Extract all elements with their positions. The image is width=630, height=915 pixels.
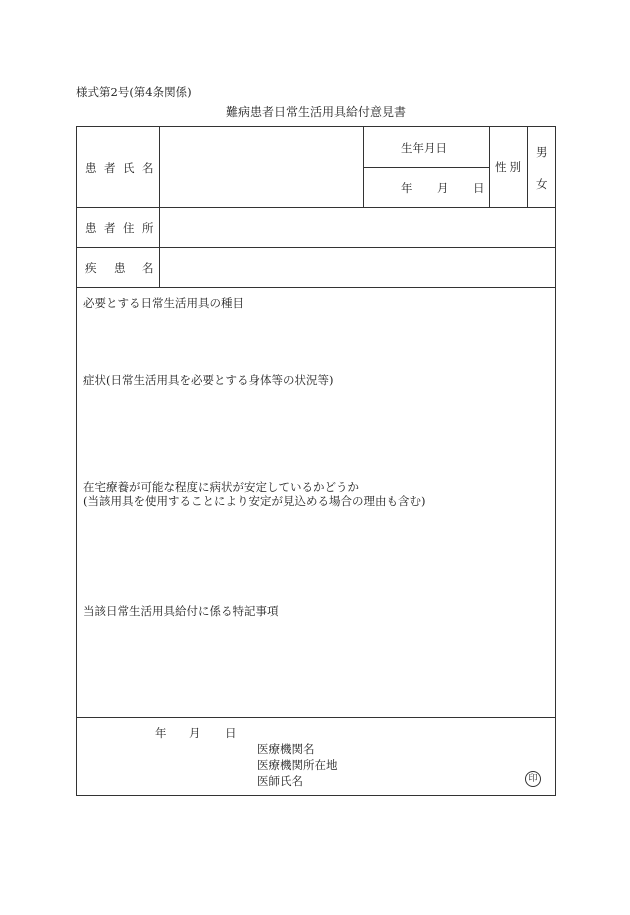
year-unit: 年: [401, 181, 413, 195]
equipment-type-heading: 必要とする日常生活用具の種目: [83, 296, 244, 310]
label-char: 患: [85, 161, 97, 175]
sex-option-female[interactable]: 女: [536, 177, 548, 191]
birth-date-label: 生年月日: [401, 141, 447, 155]
seal-icon: 印: [525, 771, 541, 787]
label-char: 患: [85, 221, 97, 235]
patient-address-field[interactable]: [160, 208, 554, 246]
label-char: 氏: [123, 161, 135, 175]
sex-label: 性別: [495, 160, 524, 174]
label-char: 所: [142, 221, 154, 235]
label-char: 名: [142, 161, 154, 175]
opinion-form: [76, 126, 556, 796]
day-unit: 日: [225, 726, 237, 740]
label-char: 者: [104, 221, 116, 235]
sex-option-male[interactable]: 男: [536, 145, 548, 159]
label-char: 名: [142, 261, 154, 275]
year-unit: 年: [155, 726, 167, 740]
day-unit: 日: [473, 181, 485, 195]
symptoms-heading: 症状(日常生活用具を必要とする身体等の状況等): [83, 373, 334, 387]
stability-heading-line1: 在宅療養が可能な程度に病状が安定しているかどうか: [83, 480, 359, 494]
institution-address-label: 医療機関所在地: [257, 758, 338, 772]
label-char: 患: [114, 261, 126, 275]
label-char: 者: [104, 161, 116, 175]
label-char: 疾: [85, 261, 97, 275]
doctor-name-label: 医師氏名: [257, 774, 303, 788]
stability-heading-line2: (当該用具を使用することにより安定が見込める場合の理由も含む): [83, 494, 426, 508]
disease-name-field[interactable]: [160, 248, 554, 286]
month-unit: 月: [437, 181, 449, 195]
month-unit: 月: [189, 726, 201, 740]
form-number: 様式第2号(第4条関係): [76, 85, 192, 99]
patient-name-field[interactable]: [160, 128, 362, 206]
form-title: 難病患者日常生活用具給付意見書: [226, 105, 407, 119]
special-notes-heading: 当該日常生活用具給付に係る特記事項: [83, 604, 279, 618]
label-char: 住: [123, 221, 135, 235]
institution-name-label: 医療機関名: [257, 742, 315, 756]
